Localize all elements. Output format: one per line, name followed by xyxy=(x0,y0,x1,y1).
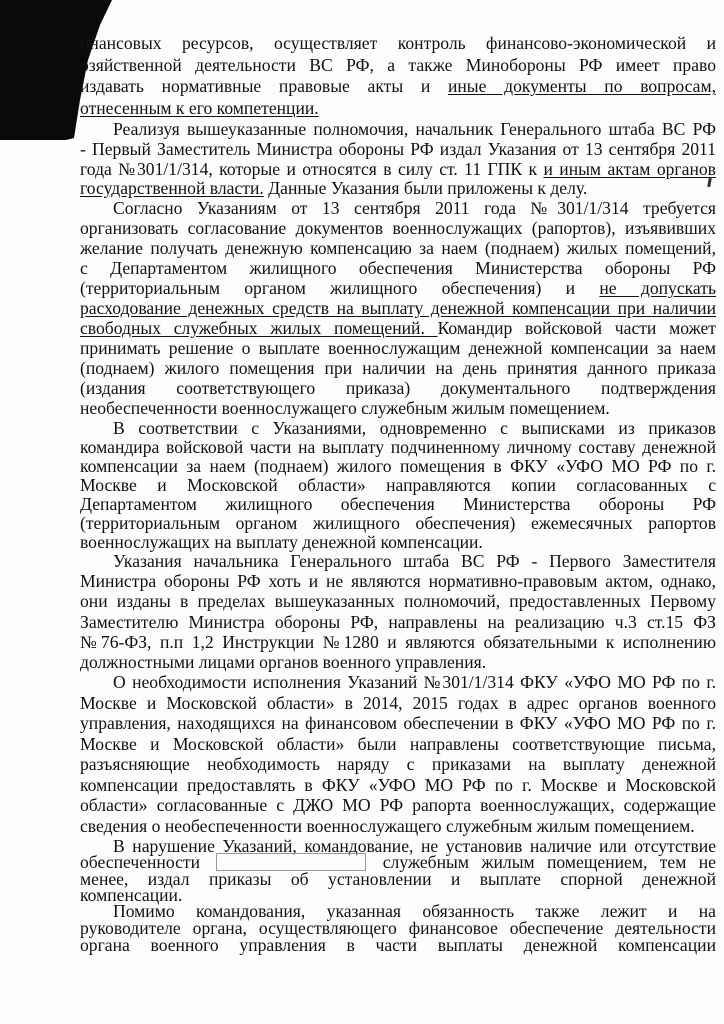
text-segment: года №301/1/314, которые и относятся в силу ст. 11 ГПК к xyxy=(80,158,544,179)
text-segment: управления, находящихся на финансовом обеспечении в ФКУ «УФО МО РФ по г. xyxy=(80,713,716,733)
text-segment: военнослужащих на выплату денежной компенсации. xyxy=(80,532,483,552)
text-segment: инансовых ресурсов, осуществляет контроль финансово-экономической и xyxy=(80,33,716,53)
text-segment: организовать согласование документов военнослужащих (рапортов), изъявивших xyxy=(80,218,716,238)
text-segment: Департаментом жилищного обеспечения Министерства обороны РФ xyxy=(80,494,716,514)
text-line xyxy=(113,550,716,572)
text-segment: компенсации предоставлять в ФКУ «УФО МО РФ по г. Москве и Московской xyxy=(80,774,716,795)
text-segment: Командир войсковой части может xyxy=(437,318,716,338)
text-line xyxy=(80,733,716,755)
text-segment: Согласно Указаниям от 13 сентября 2011 года №301/1/314 требуется xyxy=(113,198,716,218)
text-line xyxy=(80,692,716,714)
text-line xyxy=(80,590,716,612)
text-segment: руководителе органа, осуществляющего финансовое обеспечение деятельности xyxy=(80,918,716,938)
text-line xyxy=(80,712,716,734)
text-segment: озяйственной деятельности ВС РФ, а также Минобороны РФ имеет право xyxy=(80,54,716,75)
text-line xyxy=(80,631,716,653)
text-line xyxy=(80,75,716,97)
text-line xyxy=(80,97,716,119)
underlined-text: государственной власти. xyxy=(80,178,264,199)
text-line xyxy=(80,397,716,419)
text-segment: командира войсковой части на выплату подчиненному личному составу денежной xyxy=(80,437,716,457)
text-line xyxy=(80,138,716,160)
text-segment: (поднаем) жилого помещения при наличии на день принятия данного приказа xyxy=(80,358,716,378)
text-segment: В соответствии с Указаниями, одновременно с выписками из приказов xyxy=(113,418,716,438)
text-segment: компенсации. xyxy=(80,884,183,905)
text-line xyxy=(80,753,716,775)
text-segment: компенсации за наем (поднаем) жилого помещения в ФКУ «УФО МО РФ по г. xyxy=(80,456,716,476)
text-segment: (издания соответствующего приказа) документального подтверждения xyxy=(80,378,716,398)
text-segment: Данные Указания были приложены к делу. xyxy=(263,178,588,199)
text-segment: с Департаментом жилищного обеспечения Министерства обороны РФ xyxy=(80,258,716,278)
underlined-text: не допускать xyxy=(599,278,716,298)
text-line xyxy=(80,54,716,76)
text-line xyxy=(80,815,716,837)
text-line xyxy=(80,217,716,239)
underlined-text: иные документы по вопросам, xyxy=(447,76,716,96)
text-line xyxy=(80,357,716,379)
text-line xyxy=(80,337,716,359)
text-line xyxy=(80,237,716,259)
text-segment: Москве и Московской области» в 2014, 2015 годах в адрес органов военного xyxy=(80,692,716,713)
text-line xyxy=(80,934,716,956)
text-line xyxy=(80,651,716,673)
text-segment: обеспеченности xyxy=(80,852,213,873)
text-segment: органа военного управления в части выплаты денежной компенсации xyxy=(80,935,716,955)
underlined-text: и иным актам органов xyxy=(543,158,716,179)
text-segment: менее, издал приказы об установлении и выплате спорной денежной xyxy=(80,868,716,889)
text-line xyxy=(80,611,716,633)
underlined-text: свободных служебных жилых помещений. xyxy=(80,318,438,338)
text-segment: должностными лицами органов военного управления. xyxy=(80,651,487,672)
text-segment: издавать нормативные правовые акты и xyxy=(80,76,448,96)
text-line xyxy=(80,570,716,592)
text-line xyxy=(113,671,716,693)
text-segment: В нарушение Указаний, командование, не установив наличие или отсутствие xyxy=(113,836,716,856)
text-segment: необеспеченности военнослужащего служебным жилым помещением. xyxy=(80,398,610,418)
text-segment: Москве и Московской области» направляются копии согласованных с xyxy=(80,475,716,495)
text-segment: (территориальным органом жилищного обеспечения) и xyxy=(80,278,600,298)
text-line xyxy=(80,158,716,180)
text-segment: области» согласованные с ДЖО МО РФ рапорта военнослужащих, содержащие xyxy=(80,795,716,815)
text-segment: принимать решение о выплате военнослужащим денежной компенсации за наем xyxy=(80,338,716,358)
underlined-text: расходование денежных средств на выплату денежной компенсации при наличии xyxy=(80,298,716,318)
text-segment: разъясняющие необходимость наряду с приказами на выплату денежной xyxy=(80,754,716,774)
underlined-text: отнесенным к его компетенции. xyxy=(80,97,319,118)
text-line xyxy=(113,197,716,219)
text-segment: - Первый Заместитель Министра обороны РФ издал Указания от 13 сентября 2011 xyxy=(80,138,716,159)
text-line xyxy=(80,794,716,816)
text-segment: желание получать денежную компенсацию за наем (поднаем) жилых помещений, xyxy=(80,238,716,258)
text-line xyxy=(80,277,716,299)
text-segment: служебным жилым помещением, тем не xyxy=(370,852,716,873)
text-segment: Министра обороны РФ хоть и не являются нормативно-правовым актом, однако, xyxy=(80,571,716,592)
text-segment: О необходимости исполнения Указаний №301/1/314 ФКУ «УФО МО РФ по г. xyxy=(113,672,716,692)
text-line xyxy=(80,177,716,199)
text-line xyxy=(80,774,716,796)
text-segment: Указания начальника Генерального штаба ВС РФ - Первого Заместителя xyxy=(113,551,716,571)
text-segment: (территориальным органом жилищного обеспечения) ежемесячных рапортов xyxy=(80,513,716,533)
text-line xyxy=(80,377,716,399)
text-line xyxy=(80,317,716,339)
text-line xyxy=(80,32,716,54)
text-segment: сведения о необеспеченности военнослужащего служебным жилым помещением. xyxy=(80,815,695,836)
text-line xyxy=(80,297,716,319)
text-segment: Реализуя вышеуказанные полномочия, начальник Генерального штаба ВС РФ xyxy=(113,119,716,139)
text-segment: №76-ФЗ, п.п 1,2 Инструкции №1280 и являются обязательными к исполнению xyxy=(80,631,716,652)
text-segment: они изданы в пределах вышеуказанных полномочий, предоставленных Первому xyxy=(80,591,716,612)
text-segment: Помимо командования, указанная обязанность также лежит и на xyxy=(113,901,716,921)
text-line xyxy=(80,257,716,279)
text-segment: Заместителю Министра обороны РФ, направлены на реализацию ч.3 ст.15 ФЗ xyxy=(80,611,716,632)
text-line xyxy=(113,118,716,140)
text-segment: Москве и Московской области» были направлены соответствующие письма, xyxy=(80,733,716,754)
